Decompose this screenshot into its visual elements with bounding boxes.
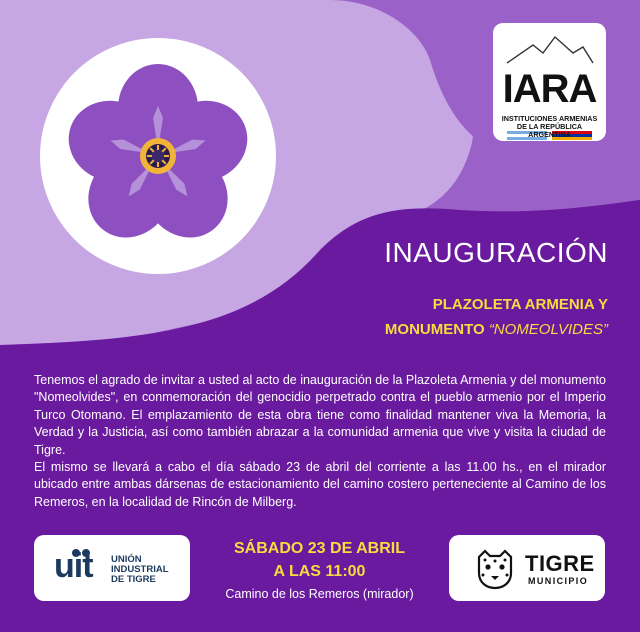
subtitle-line2-italic: “NOMEOLVIDES” xyxy=(488,321,608,338)
iara-logo xyxy=(493,23,606,141)
tigre-sub: MUNICIPIO xyxy=(528,576,589,586)
uit-line1: UNIÓN xyxy=(111,554,142,565)
uit-mark: uit xyxy=(54,547,93,585)
uit-line2: INDUSTRIAL xyxy=(111,564,169,575)
logo-subtitle-line1: INSTITUCIONES ARMENIAS xyxy=(501,114,598,123)
flower-medallion xyxy=(40,38,276,274)
tigre-name: TIGRE xyxy=(525,551,595,576)
subtitle-line2-bold: MONUMENTO xyxy=(384,321,489,338)
event-date: SÁBADO 23 DE ABRIL xyxy=(234,540,405,557)
body-paragraph-2: El mismo se llevará a cabo el día sábado 23 de abril del corriente a las 11.00 hs., en el mirador ubicado entre ambas dársenas de estacionamiento del camino costero perteneciente al Camino de los Remeros, en la localidad de Rincón de Milberg. xyxy=(34,460,606,509)
logo-subtitle-line2: DE LA REPÚBLICA ARGENTINA xyxy=(516,122,583,139)
subtitle-line1: PLAZOLETA ARMENIA Y xyxy=(432,296,608,313)
event-place: Camino de los Remeros (mirador) xyxy=(225,587,414,601)
uit-logo xyxy=(34,535,190,601)
event-time: A LAS 11:00 xyxy=(273,563,366,580)
logo-name: IARA xyxy=(502,67,597,111)
body-paragraph-1: Tenemos el agrado de invitar a usted al acto de inauguración de la Plazoleta Armenia y del monumento "Nomeolvides", en conmemoración del genocidio perpetrado contra el pueblo armenio por el Imperio Turco Otomano. El emplazamiento de esta obra tiene como finalidad mantener viva la Memoria, la Verdad y la Justicia, así como también abrazar a la comunidad armenia que vive y visita la ciudad de Tigre. xyxy=(34,373,606,457)
body-text xyxy=(34,372,606,511)
tigre-municipio-logo xyxy=(449,535,605,601)
jaguar-head-icon xyxy=(473,547,517,591)
subtitle-line2 xyxy=(385,321,608,338)
uit-line3: DE TIGRE xyxy=(111,574,156,585)
headline: INAUGURACIÓN xyxy=(384,237,608,268)
forget-me-not-flower-icon xyxy=(40,38,276,274)
